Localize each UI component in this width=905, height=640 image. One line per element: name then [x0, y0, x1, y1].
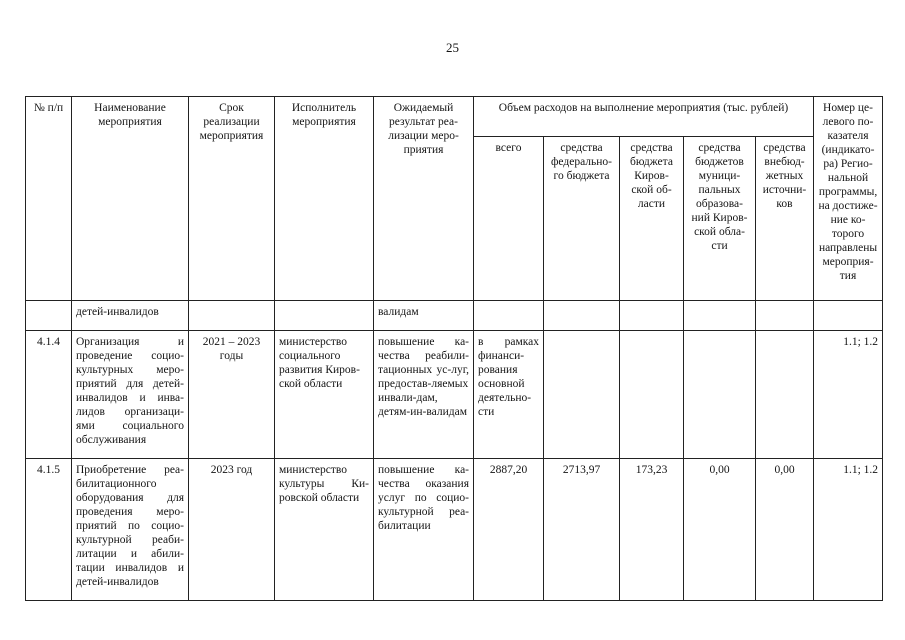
header-num: № п/п: [26, 97, 72, 301]
row-name: Организация и проведение социо-культурных меро-приятий для детей-инвалидов и инва-лидов организаци-ями социального обслуживания: [72, 331, 189, 459]
header-regional: средства бюджета Киров-ской об-ласти: [620, 137, 684, 301]
table-row: [26, 459, 883, 601]
header-name: Наименование мероприятия: [72, 97, 189, 301]
row-extra: [756, 331, 814, 459]
cell-empty: [189, 301, 275, 331]
cell-empty: [26, 301, 72, 331]
row-period: 2021 – 2023 годы: [189, 331, 275, 459]
row-regional: 173,23: [620, 459, 684, 601]
header-row-1: [26, 97, 883, 137]
cell-empty: [620, 301, 684, 331]
continuation-name: детей-инвалидов: [72, 301, 189, 331]
header-period: Срок реализации мероприятия: [189, 97, 275, 301]
row-executor: министерство культуры Ки-ровской области: [275, 459, 374, 601]
row-period: 2023 год: [189, 459, 275, 601]
cell-empty: [814, 301, 883, 331]
continuation-result: валидам: [374, 301, 474, 331]
header-total: всего: [474, 137, 544, 301]
table-row: [26, 331, 883, 459]
cell-empty: [544, 301, 620, 331]
cell-empty: [275, 301, 374, 331]
cell-empty: [684, 301, 756, 331]
page-number: 25: [446, 40, 459, 55]
row-federal: [544, 331, 620, 459]
header-executor: Исполнитель мероприятия: [275, 97, 374, 301]
row-indicator: 1.1; 1.2: [814, 331, 883, 459]
row-municipal: 0,00: [684, 459, 756, 601]
measures-table: [25, 96, 883, 601]
row-total: в рамках финанси-рования основной деятельно-сти: [474, 331, 544, 459]
cell-empty: [756, 301, 814, 331]
row-total: 2887,20: [474, 459, 544, 601]
row-num: 4.1.4: [26, 331, 72, 459]
row-name: Приобретение реа-билитационного оборудования для проведения меро-приятий по социо-культурной реаби-литации и абили-тации инвалидов и детей-инвалидов: [72, 459, 189, 601]
row-regional: [620, 331, 684, 459]
header-municipal: средства бюджетов муници-пальных образова-ний Киров-ской обла-сти: [684, 137, 756, 301]
row-executor: министерство социального развития Киров-ской области: [275, 331, 374, 459]
continuation-row: [26, 301, 883, 331]
row-extra: 0,00: [756, 459, 814, 601]
header-expenses: Объем расходов на выполнение мероприятия (тыс. рублей): [474, 97, 814, 137]
row-result: повышение ка-чества реабили-тационных ус-луг, предостав-ляемых инвали-дам, детям-ин-валидам: [374, 331, 474, 459]
cell-empty: [474, 301, 544, 331]
row-result: повышение ка-чества оказания услуг по социо-культурной реа-билитации: [374, 459, 474, 601]
header-indicator: Номер це-левого по-казателя (индикато-ра) Регио-нальной программы, на достиже-ние ко-торого направлены мероприя-тия: [814, 97, 883, 301]
row-indicator: 1.1; 1.2: [814, 459, 883, 601]
row-municipal: [684, 331, 756, 459]
header-extra: средства внебюд-жетных источни-ков: [756, 137, 814, 301]
header-federal: средства федерально-го бюджета: [544, 137, 620, 301]
row-num: 4.1.5: [26, 459, 72, 601]
header-result: Ожидаемый результат реа-лизации меро-приятия: [374, 97, 474, 301]
row-federal: 2713,97: [544, 459, 620, 601]
